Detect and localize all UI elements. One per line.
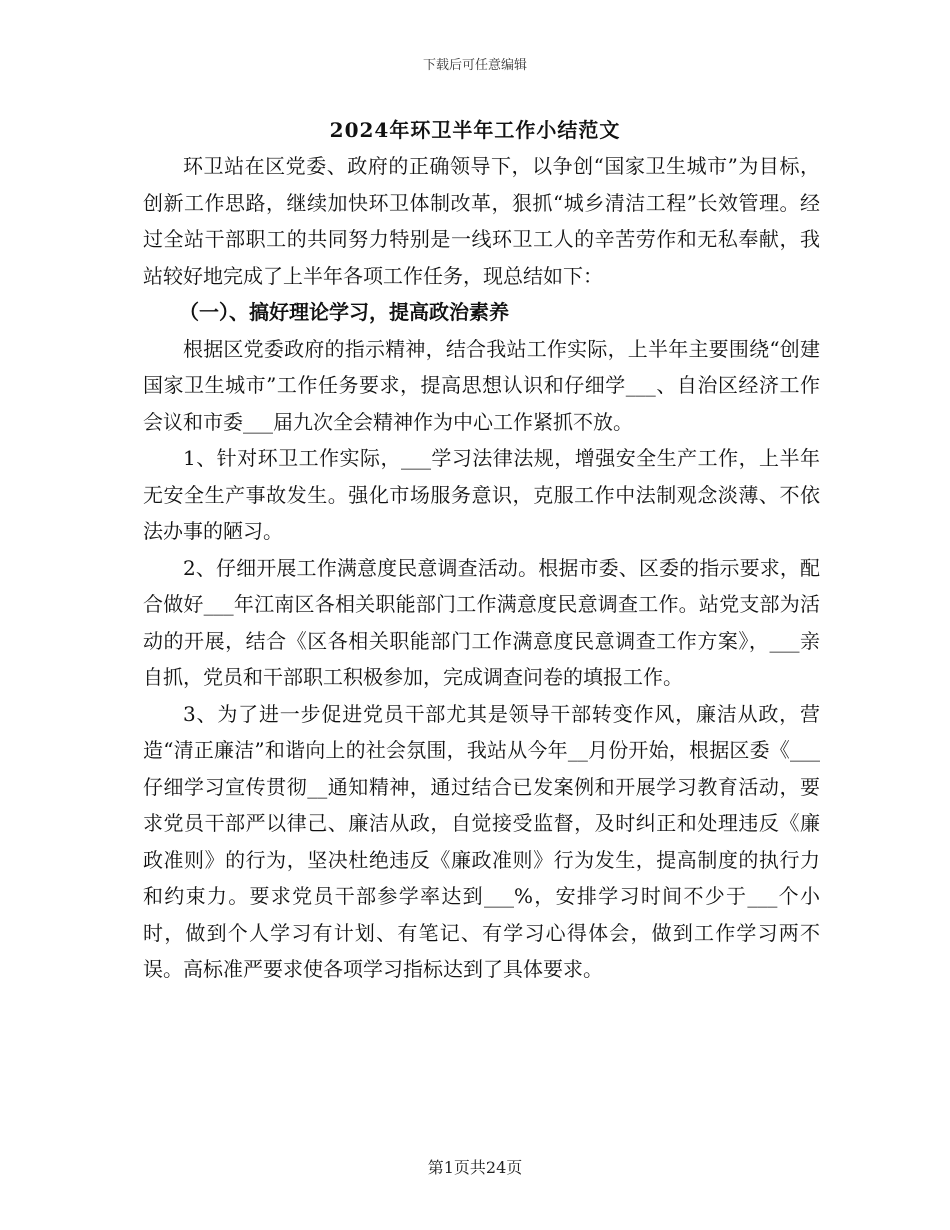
paragraph-item-3: 3、为了进一步促进党员干部尤其是领导干部转变作风，廉洁从政，营造“清正廉洁”和谐向上的社会氛围，我站从今年__月份开始，根据区委《___仔细学习宣传贯彻__通知精神，通过结合已发案例和开展学习教育活动，要求党员干部严以律己、廉洁从政，自觉接受监督，及时纠正和处理违反《廉政准则》的行为，坚决杜绝违反《廉政准则》行为发生，提高制度的执行力和约束力。要求党员干部参学率达到___%，安排学习时间不少于___个小时，做到个人学习有计划、有笔记、有学习心得体会，做到工作学习两不误。高标准严要求使各项学习指标达到了具体要求。 [143,701,820,981]
page-number: 第1页共24页 [427,1158,523,1177]
section-heading-1: （一）、搞好理论学习，提高政治素养 [179,300,509,324]
paragraph-item-2: 2、仔细开展工作满意度民意调查活动。根据市委、区委的指示要求，配合做好___年江南区各相关职能部门工作满意度民意调查工作。站党支部为活动的开展，结合《区各相关职能部门工作满意度民意调查工作方案》，___亲自抓，党员和干部职工积极参加，完成调查问卷的填报工作。 [143,555,820,689]
document-body [143,148,820,988]
page-header: 下载后可任意编辑 [422,58,527,73]
paragraph-section-1-intro: 根据区党委政府的指示精神，结合我站工作实际，上半年主要围绕“创建国家卫生城市”工作任务要求，提高思想认识和仔细学___、自治区经济工作会议和市委___届九次全会精神作为中心工作紧抓不放。 [143,336,820,434]
paragraph-intro: 环卫站在区党委、政府的正确领导下，以争创“国家卫生城市”为目标，创新工作思路，继续加快环卫体制改革，狠抓“城乡清洁工程”长效管理。经过全站干部职工的共同努力特别是一线环卫工人的辛苦劳作和无私奉献，我站较好地完成了上半年各项工作任务，现总结如下： [143,154,820,288]
paragraph-item-1: 1、针对环卫工作实际，___学习法律法规，增强安全生产工作，上半年无安全生产事故发生。强化市场服务意识，克服工作中法制观念淡薄、不依法办事的陋习。 [143,446,820,543]
document-title: 2024年环卫半年工作小结范文 [329,118,621,142]
